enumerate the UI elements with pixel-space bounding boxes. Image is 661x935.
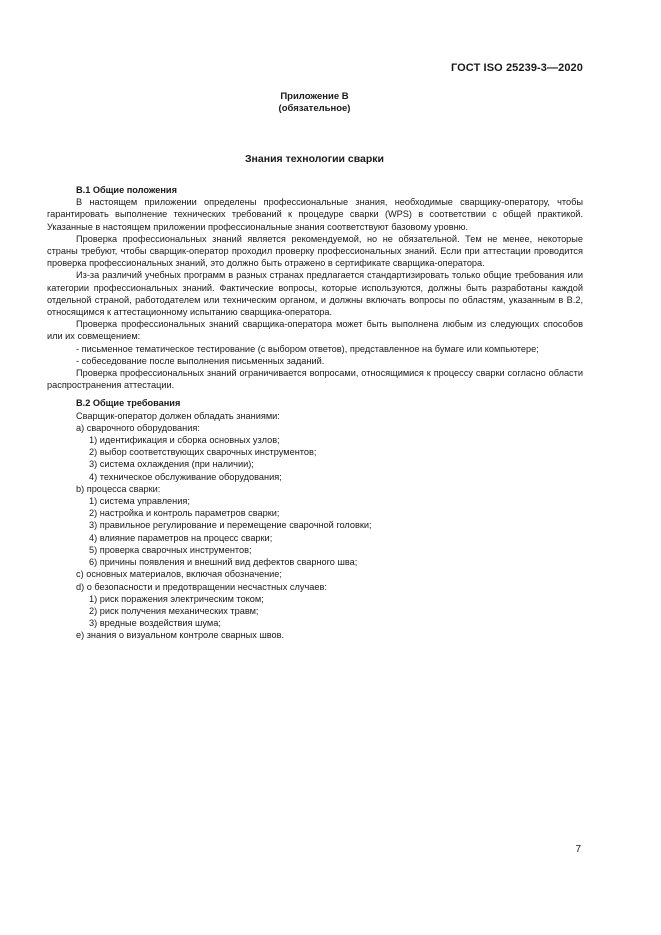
list-subitem: 1) система управления; — [89, 496, 190, 507]
list-subitem: 2) настройка и контроль параметров сварки; — [89, 508, 280, 519]
document-body — [47, 184, 583, 642]
list-item-e: е) знания о визуальном контроле сварных швов. — [76, 630, 285, 641]
list-item-d: d) о безопасности и предотвращении несчастных случаев: — [76, 581, 327, 592]
page-title: Знания технологии сварки — [244, 153, 385, 165]
appendix-subtitle: (обязательное) — [278, 103, 351, 114]
section-2-title: В.2 Общие требования — [76, 398, 181, 409]
list-subitem: 1) идентификация и сборка основных узлов; — [89, 435, 280, 446]
appendix-heading — [0, 91, 629, 115]
paragraph: Из-за различий учебных программ в разных странах предлагается стандартизировать только общие требования или категории профессиональных знаний. Фактические вопросы, которые используются, должны быть разработаны каждой отдельной страной, работодателем или техническим органом, и должны включать вопросы по областям, указанным в В.2, относящимся к аттестационному испытанию сварщика-оператора. — [47, 270, 583, 318]
list-subitem: 3) правильное регулирование и перемещение сварочной головки; — [89, 520, 372, 531]
list-subitem: 2) риск получения механических травм; — [89, 605, 259, 616]
list-subitem: 5) проверка сварочных инструментов; — [89, 544, 252, 555]
dash-list-item: - письменное тематическое тестирование (с выбором ответов), представленное на бумаге или компьютере; — [76, 343, 539, 354]
list-subitem: 6) причины появления и внешний вид дефектов сварного шва; — [89, 557, 358, 568]
standard-header: ГОСТ ISO 25239-3—2020 — [450, 62, 583, 74]
paragraph: Проверка профессиональных знаний ограничивается вопросами, относящимися к процессу сварки согласно области распространения аттестации. — [47, 368, 583, 391]
section-1-title: В.1 Общие положения — [76, 185, 177, 195]
list-subitem: 4) техническое обслуживание оборудования; — [89, 471, 282, 482]
list-subitem: 3) вредные воздействия шума; — [89, 618, 221, 629]
appendix-title: Приложение В — [280, 91, 349, 102]
list-item-a: а) сварочного оборудования: — [76, 422, 200, 433]
list-subitem: 4) влияние параметров на процесс сварки; — [89, 532, 273, 543]
paragraph: Проверка профессиональных знаний сварщика-оператора может быть выполнена любым из следующих способов или их совмещением: — [47, 319, 583, 342]
list-subitem: 2) выбор соответствующих сварочных инструментов; — [89, 447, 317, 458]
paragraph: Проверка профессиональных знаний является рекомендуемой, но не обязательной. Тем не менее, некоторые страны требуют, чтобы сварщик-оператор проходил проверку профессиональных знаний. Если при аттестации проводится проверка профессиональных знаний, это должно быть отражено в сертификате сварщика-оператора. — [47, 233, 583, 269]
list-subitem: 3) система охлаждения (при наличии); — [89, 459, 254, 470]
paragraph: Сварщик-оператор должен обладать знаниями: — [76, 410, 280, 421]
list-item-c: с) основных материалов, включая обозначение; — [76, 569, 282, 580]
page-number: 7 — [575, 844, 581, 855]
paragraph: В настоящем приложении определены профессиональные знания, необходимые сварщику-оператору, чтобы гарантировать выполнение технических требований к процедуре сварки (WPS) в соответствии с общей практикой. Указанные в настоящем приложении профессиональные знания соответствуют базовому уровню. — [47, 197, 583, 232]
dash-list-item: - собеседование после выполнения письменных заданий. — [76, 355, 325, 366]
list-item-b: b) процесса сварки: — [76, 483, 161, 494]
list-subitem: 1) риск поражения электрическим током; — [89, 593, 264, 604]
